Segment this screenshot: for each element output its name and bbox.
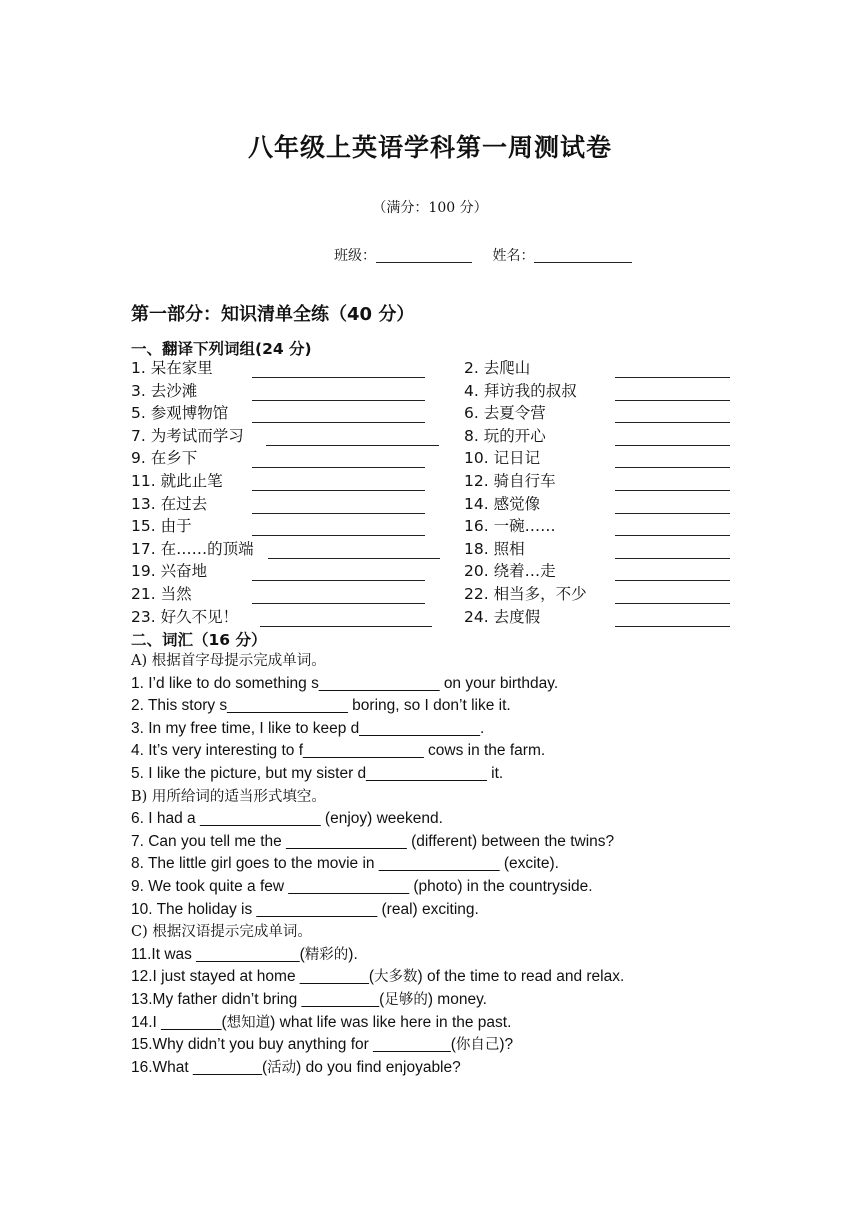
class-blank[interactable] [376,248,472,263]
answer-blank[interactable] [615,513,730,514]
section2-title: 二、词汇（16 分） [131,631,267,649]
question-item: 10. The holiday is ______________ (real) exciting. [131,900,479,918]
phrase-item: 9. 在乡下 [131,449,198,468]
name-blank[interactable] [534,248,632,263]
question-text: ) what life was like here in the past. [270,1013,512,1031]
question-item: 3. In my free time, I like to keep d______________. [131,719,485,737]
phrase-item: 4. 拜访我的叔叔 [464,381,577,400]
question-text: 14.I _______( [131,1013,227,1031]
phrase-item: 11. 就此止笔 [131,472,223,490]
answer-blank[interactable] [615,626,730,627]
answer-blank[interactable] [260,626,432,627]
answer-blank[interactable] [252,377,425,378]
phrase-item: 23. 好久不见！ [131,607,239,626]
answer-blank[interactable] [252,580,425,581]
student-info [334,245,632,265]
answer-blank[interactable] [615,422,730,423]
phrase-item: 19. 兴奋地 [131,562,208,581]
phrase-item: 18. 照相 [464,539,525,558]
answer-blank[interactable] [266,445,439,446]
phrase-item: 6. 去夏令营 [464,404,546,423]
answer-blank[interactable] [252,467,425,468]
chinese-hint: 活动 [267,1059,297,1076]
phrase-item: 7. 为考试而学习 [131,426,244,445]
phrase-item: 15. 由于 [131,517,192,536]
question-text: 15.Why didn’t you buy anything for _________( [131,1036,456,1054]
chinese-hint: 你自己 [455,1037,500,1054]
question-item [131,967,624,987]
chinese-hint: 精彩的 [304,946,349,963]
answer-blank[interactable] [252,400,425,401]
question-item: 9. We took quite a few ______________ (photo) in the countryside. [131,878,593,895]
answer-blank[interactable] [252,422,425,423]
phrase-item: 8. 玩的开心 [464,426,546,445]
answer-blank[interactable] [615,603,730,604]
phrase-item: 16. 一碗…… [464,517,556,536]
score-note: （满分：100 分） [372,200,488,216]
part1-title: 第一部分：知识清单全练（40 分） [131,304,415,325]
answer-blank[interactable] [268,558,440,559]
answer-blank[interactable] [615,445,730,446]
class-label: 班级： [334,248,376,264]
answer-blank[interactable] [615,558,730,559]
question-item [131,945,358,965]
phrase-item: 5. 参观博物馆 [131,404,229,423]
section1-title: 一、翻译下列词组(24 分) [131,340,312,358]
phrase-item: 22. 相当多，不少 [464,585,587,603]
question-item [131,1035,513,1055]
phrase-item: 21. 当然 [131,585,192,603]
question-text: ) money. [427,991,487,1008]
question-item: 7. Can you tell me the ______________ (different) between the twins? [131,832,615,850]
question-text: ). [348,945,358,963]
phrase-item: 10. 记日记 [464,449,541,468]
question-text: 13.My father didn’t bring _________( [131,991,385,1008]
question-text: )? [499,1036,514,1054]
question-item: 1. I’d like to do something s______________ on your birthday. [131,674,559,692]
answer-blank[interactable] [252,513,425,514]
phrase-item: 17. 在……的顶端 [131,539,254,558]
question-item: 6. I had a ______________ (enjoy) weekend. [131,810,443,828]
answer-blank[interactable] [615,377,730,378]
answer-blank[interactable] [615,467,730,468]
question-text: 16.What ________( [131,1058,268,1076]
phrase-item: 1. 呆在家里 [131,359,213,377]
phrase-item: 24. 去度假 [464,607,541,626]
question-item: 2. This story s______________ boring, so I don’t like it. [131,697,511,715]
name-label: 姓名： [492,248,535,264]
chinese-hint: 想知道 [226,1014,271,1031]
answer-blank[interactable] [615,535,730,536]
question-item: 5. I like the picture, but my sister d______________ it. [131,765,504,782]
answer-blank[interactable] [252,603,425,604]
answer-blank[interactable] [252,535,425,536]
phrase-item: 20. 绕着…走 [464,562,556,581]
question-text: 11.It was ____________( [131,945,305,963]
phrase-item: 13. 在过去 [131,494,208,513]
answer-blank[interactable] [252,490,425,491]
question-item: 8. The little girl goes to the movie in ______________ (excite). [131,855,559,873]
phrase-item: 14. 感觉像 [464,494,541,513]
chinese-hint: 大多数 [374,969,418,986]
page-title: 八年级上英语学科第一周测试卷 [247,133,612,162]
question-text: ) of the time to read and relax. [417,968,625,986]
answer-blank[interactable] [615,490,730,491]
question-item [131,1013,511,1033]
answer-blank[interactable] [615,400,730,401]
phrase-item: 12. 骑自行车 [464,472,556,490]
question-text: ) do you find enjoyable? [296,1058,461,1076]
chinese-hint: 足够的 [384,992,428,1008]
question-text: 12.I just stayed at home ________( [131,968,374,986]
question-item [131,1058,461,1078]
question-item: 4. It’s very interesting to f______________ cows in the farm. [131,742,546,760]
subsection-a-title: A) 根据首字母提示完成单词。 [131,653,326,669]
phrase-item: 2. 去爬山 [464,359,531,377]
phrase-item: 3. 去沙滩 [131,381,198,400]
answer-blank[interactable] [615,580,730,581]
subsection-c-title: C) 根据汉语提示完成单词。 [131,924,312,941]
subsection-b-title: B) 用所给词的适当形式填空。 [131,788,326,805]
question-item [131,990,487,1010]
